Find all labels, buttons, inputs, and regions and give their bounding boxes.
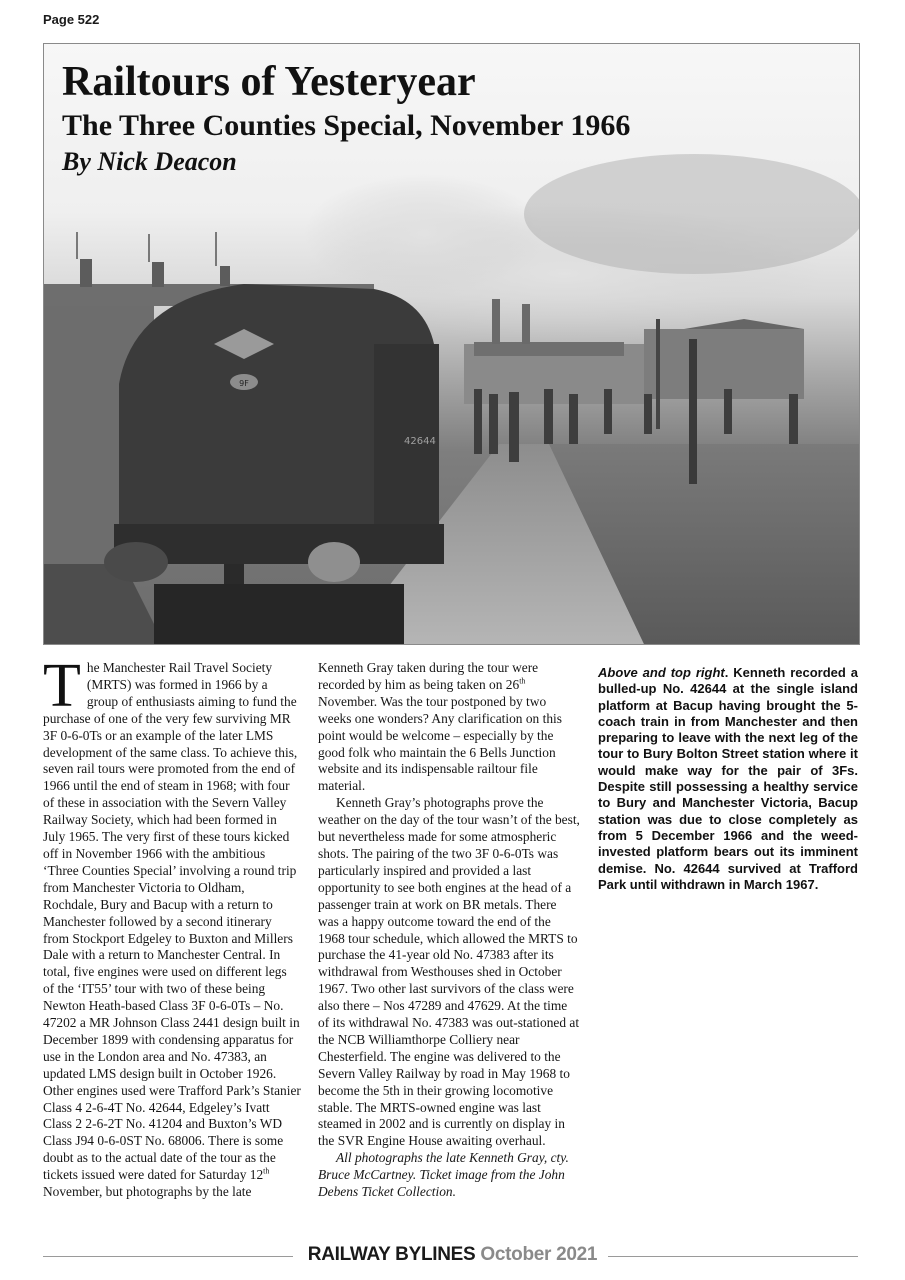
hero-photo bbox=[43, 43, 860, 645]
lamp-post bbox=[656, 319, 660, 429]
body-text: Kenneth Gray taken during the tour were recorded by him as being taken on 26 bbox=[318, 660, 539, 692]
side-number: 42644 bbox=[404, 436, 436, 447]
body-paragraph bbox=[318, 660, 580, 795]
photo-credit: All photographs the late Kenneth Gray, cty. Bruce McCartney. Ticket image from the John Debens Ticket Collection. bbox=[318, 1150, 569, 1200]
article-byline: By Nick Deacon bbox=[62, 147, 237, 176]
footer-date: October 2021 bbox=[480, 1244, 598, 1265]
superscript: th bbox=[519, 676, 526, 686]
text-column-2 bbox=[318, 660, 580, 1201]
body-text: he Manchester Rail Travel Society (MRTS) was formed in 1966 by a group of enthusiasts aiming to fund the purchase of one of the very few surviving MR 3F 0-6-0Ts or an example of the later LMS development of the same class. To achieve this, seven rail tours were promoted from the end of 1966 until the end of steam in 1968; with four of these in association with the Severn Valley Railway Society, which had been formed in July 1965. The very first of these tours kicked off in November 1966 with the ambitious ‘Three Counties Special’ involving a round trip from Manchester Victoria to Oldham, Rochdale, Bury and Bacup with a return to Manchester followed by a second itinerary from Stockport Edgeley to Buxton and Millers Dale with a return to Manchester Central. In total, five engines were used on different legs of the ‘IT55’ tour with two of these being Newton Heath-based Class 3F 0-6-0Ts – No. 47202 a MR Johnson Class 2441 design built in December 1899 with condensing apparatus for use in the London area and No. 47383, an updated LMS design built in October 1926. Other engines used were Trafford Park’s Stanier Class 4 2-6-4T No. 42644, Edgeley’s Ivatt Class 2 2-6-2T No. 41204 and Buxton’s WD Class J94 0-6-0ST No. 68006. There is some doubt as to the actual date of the tour as the tickets issued were dated for Saturday 12 bbox=[43, 660, 301, 1183]
footer-rule-right bbox=[608, 1256, 858, 1257]
buffer-left bbox=[104, 542, 168, 582]
footer-brand: RAILWAY BYLINES bbox=[307, 1244, 476, 1265]
photo-caption bbox=[598, 665, 858, 893]
chimney bbox=[152, 262, 164, 287]
chimney bbox=[220, 266, 230, 286]
caption-column bbox=[598, 665, 858, 893]
chimney bbox=[522, 304, 530, 344]
chimney bbox=[492, 299, 500, 344]
footer-masthead bbox=[305, 1244, 600, 1266]
chimney bbox=[80, 259, 92, 287]
station-building bbox=[644, 329, 804, 399]
caption-lead: Above and top right bbox=[598, 665, 725, 680]
body-text: November. Was the tour postponed by two weeks one wonders? Any clarification on this point would be welcome – especially by the good folk who maintain the 6 Bells Junction website and its indispensable railtour file material. bbox=[318, 693, 562, 794]
title-block bbox=[62, 58, 630, 178]
article-title: Railtours of Yesteryear bbox=[62, 59, 476, 105]
plate-label: 9F bbox=[239, 379, 249, 388]
drop-cap: T bbox=[43, 652, 81, 720]
station-canopy bbox=[474, 342, 624, 356]
body-paragraph bbox=[43, 652, 301, 1201]
body-paragraph: Kenneth Gray’s photographs prove the weather on the day of the tour wasn’t of the best, but nevertheless made for some atmospheric shots. The pairing of the two 3F 0-6-0Ts was particularly inspired and provided a last opportunity to see both engines at the head of a passenger train at work on BR metals. There was a happy outcome toward the end of the 1968 tour schedule, which allowed the MRTS to purchase the 41-year old No. 47383 after its withdrawal from Westhouses shed in October 1967. Two other last survivors of the class were also there – Nos 47289 and 47629. At the time of its withdrawal No. 47383 was out-stationed at the NCB Williamthorpe Colliery near Chesterfield. The engine was delivered to the Severn Valley Railway by road in May 1968 to become the 5th in their growing locomotive stable. The MRTS-owned engine was last steamed in 2002 and is currently on display in the SVR Engine House awaiting overhaul. bbox=[318, 795, 580, 1149]
caption-text: . Kenneth recorded a bulled-up No. 42644 at the single island platform at Bacup having brought the 5-coach train in from Manchester and then preparing to leave with the next leg of the tour to Bury Bolton Street station where it would make way for the pair of 3Fs. Despite still possessing a healthy service to Bury and Manchester Victoria, Bacup station was due to close completely as from 5 December 1966 and the weed-invested platform bears out its imminent demise. No. 42644 survived at Trafford Park until withdrawn in March 1967. bbox=[598, 665, 858, 892]
text-column-1 bbox=[43, 652, 301, 1201]
sign-post bbox=[689, 339, 697, 484]
footer-rule-left bbox=[43, 1256, 293, 1257]
superscript: th bbox=[263, 1166, 270, 1176]
buffer-right bbox=[308, 542, 360, 582]
steam-cloud bbox=[304, 174, 544, 294]
body-text: November, but photographs by the late bbox=[43, 1184, 252, 1200]
loco-wheels bbox=[154, 584, 404, 644]
page-number: Page 522 bbox=[43, 12, 100, 27]
article-subtitle: The Three Counties Special, November 1966 bbox=[62, 109, 631, 142]
